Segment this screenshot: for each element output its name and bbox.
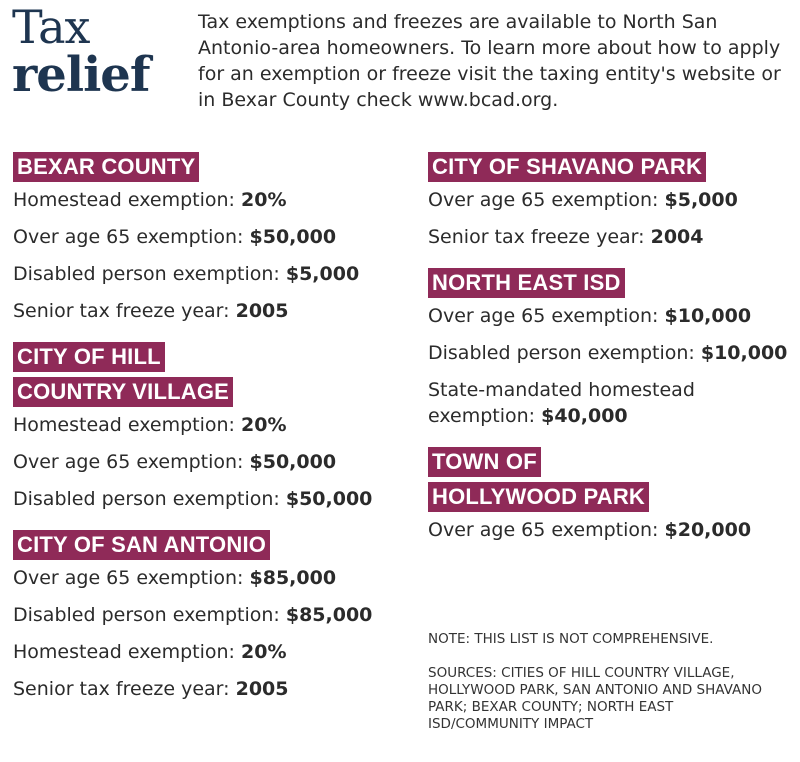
exemption-label: Homestead exemption: [13,641,241,663]
exemption-value: 2004 [650,226,704,248]
entity-heading: BEXAR COUNTY [13,152,199,182]
left-column [13,152,403,720]
title-line-tax: Tax [12,0,90,54]
exemption-label: Over age 65 exemption: [13,226,250,248]
exemption-row [13,565,403,591]
right-column [428,152,800,561]
exemption-value: $50,000 [285,488,373,510]
exemption-label: Over age 65 exemption: [13,567,250,589]
page-title [12,0,187,103]
exemption-value: 20% [241,414,287,436]
entity-heading: CITY OF SHAVANO PARK [428,152,706,182]
exemption-label: Senior tax freeze year: [13,678,236,700]
exemption-label: Over age 65 exemption: [428,519,665,541]
sources-text: SOURCES: CITIES OF HILL COUNTRY VILLAGE, HOLLYWOOD PARK, SAN ANTONIO AND SHAVANO PARK; BEXAR COUNTY; NORTH EAST ISD/COMMUNITY IMPACT [428,665,762,732]
entity-heading: CITY OF HILL [13,342,165,372]
exemption-value: $50,000 [249,451,337,473]
exemption-value: $5,000 [285,263,360,285]
exemption-value: $85,000 [249,567,337,589]
exemption-value: 2005 [235,300,289,322]
exemption-label: Over age 65 exemption: [428,189,665,211]
section-north-east-isd [428,268,800,429]
section-town-of-hollywood-park [428,447,800,543]
exemption-row [428,303,800,329]
entity-heading: NORTH EAST ISD [428,268,625,298]
exemption-row [13,298,403,324]
exemption-value: 20% [241,641,287,663]
exemption-value: $85,000 [285,604,373,626]
exemption-label: Disabled person exemption: [13,604,286,626]
exemption-label: Senior tax freeze year: [428,226,651,248]
section-bexar-county [13,152,403,324]
note-text: NOTE: THIS LIST IS NOT COMPREHENSIVE. [428,631,714,647]
exemption-label: Disabled person exemption: [428,342,701,364]
exemption-label: Disabled person exemption: [13,488,286,510]
exemption-row [13,676,403,702]
exemption-label: Senior tax freeze year: [13,300,236,322]
exemption-label: Homestead exemption: [13,414,241,436]
exemption-value: 20% [241,189,287,211]
exemption-row [13,412,403,438]
exemption-row [13,602,403,628]
exemption-value: $5,000 [664,189,738,211]
exemption-label: Over age 65 exemption: [13,451,250,473]
section-city-of-shavano-park [428,152,800,250]
section-city-of-hill-country-village [13,342,403,512]
exemption-row [13,224,403,250]
exemption-value: $50,000 [249,226,337,248]
exemption-value: 2005 [235,678,289,700]
entity-heading: HOLLYWOOD PARK [428,482,649,512]
exemption-row [13,486,403,512]
exemption-label: State-mandated homestead exemption: [428,379,695,427]
exemption-label: Disabled person exemption: [13,263,286,285]
intro-text: Tax exemptions and freezes are available to North San Antonio-area homeowners. To learn more about how to apply for an exemption or freeze visit the taxing entity's website or in Bexar County check www.bcad.org. [198,11,781,111]
entity-heading: COUNTRY VILLAGE [13,377,233,407]
exemption-row [13,639,403,665]
section-city-of-san-antonio [13,530,403,702]
exemption-value: $10,000 [664,305,752,327]
exemption-row [428,187,800,213]
exemption-row [13,261,403,287]
exemption-row [428,377,778,429]
exemption-row [428,517,800,543]
exemption-row [428,224,800,250]
exemption-value: $10,000 [700,342,788,364]
exemption-label: Over age 65 exemption: [428,305,665,327]
exemption-row [13,449,403,475]
notes [428,631,788,750]
exemption-row [428,340,800,366]
exemption-value: $20,000 [664,519,752,541]
exemption-label: Homestead exemption: [13,189,241,211]
exemption-row [13,187,403,213]
title-line-relief: relief [12,47,150,103]
exemption-value: $40,000 [541,405,628,427]
entity-heading: CITY OF SAN ANTONIO [13,530,270,560]
entity-heading: TOWN OF [428,447,541,477]
